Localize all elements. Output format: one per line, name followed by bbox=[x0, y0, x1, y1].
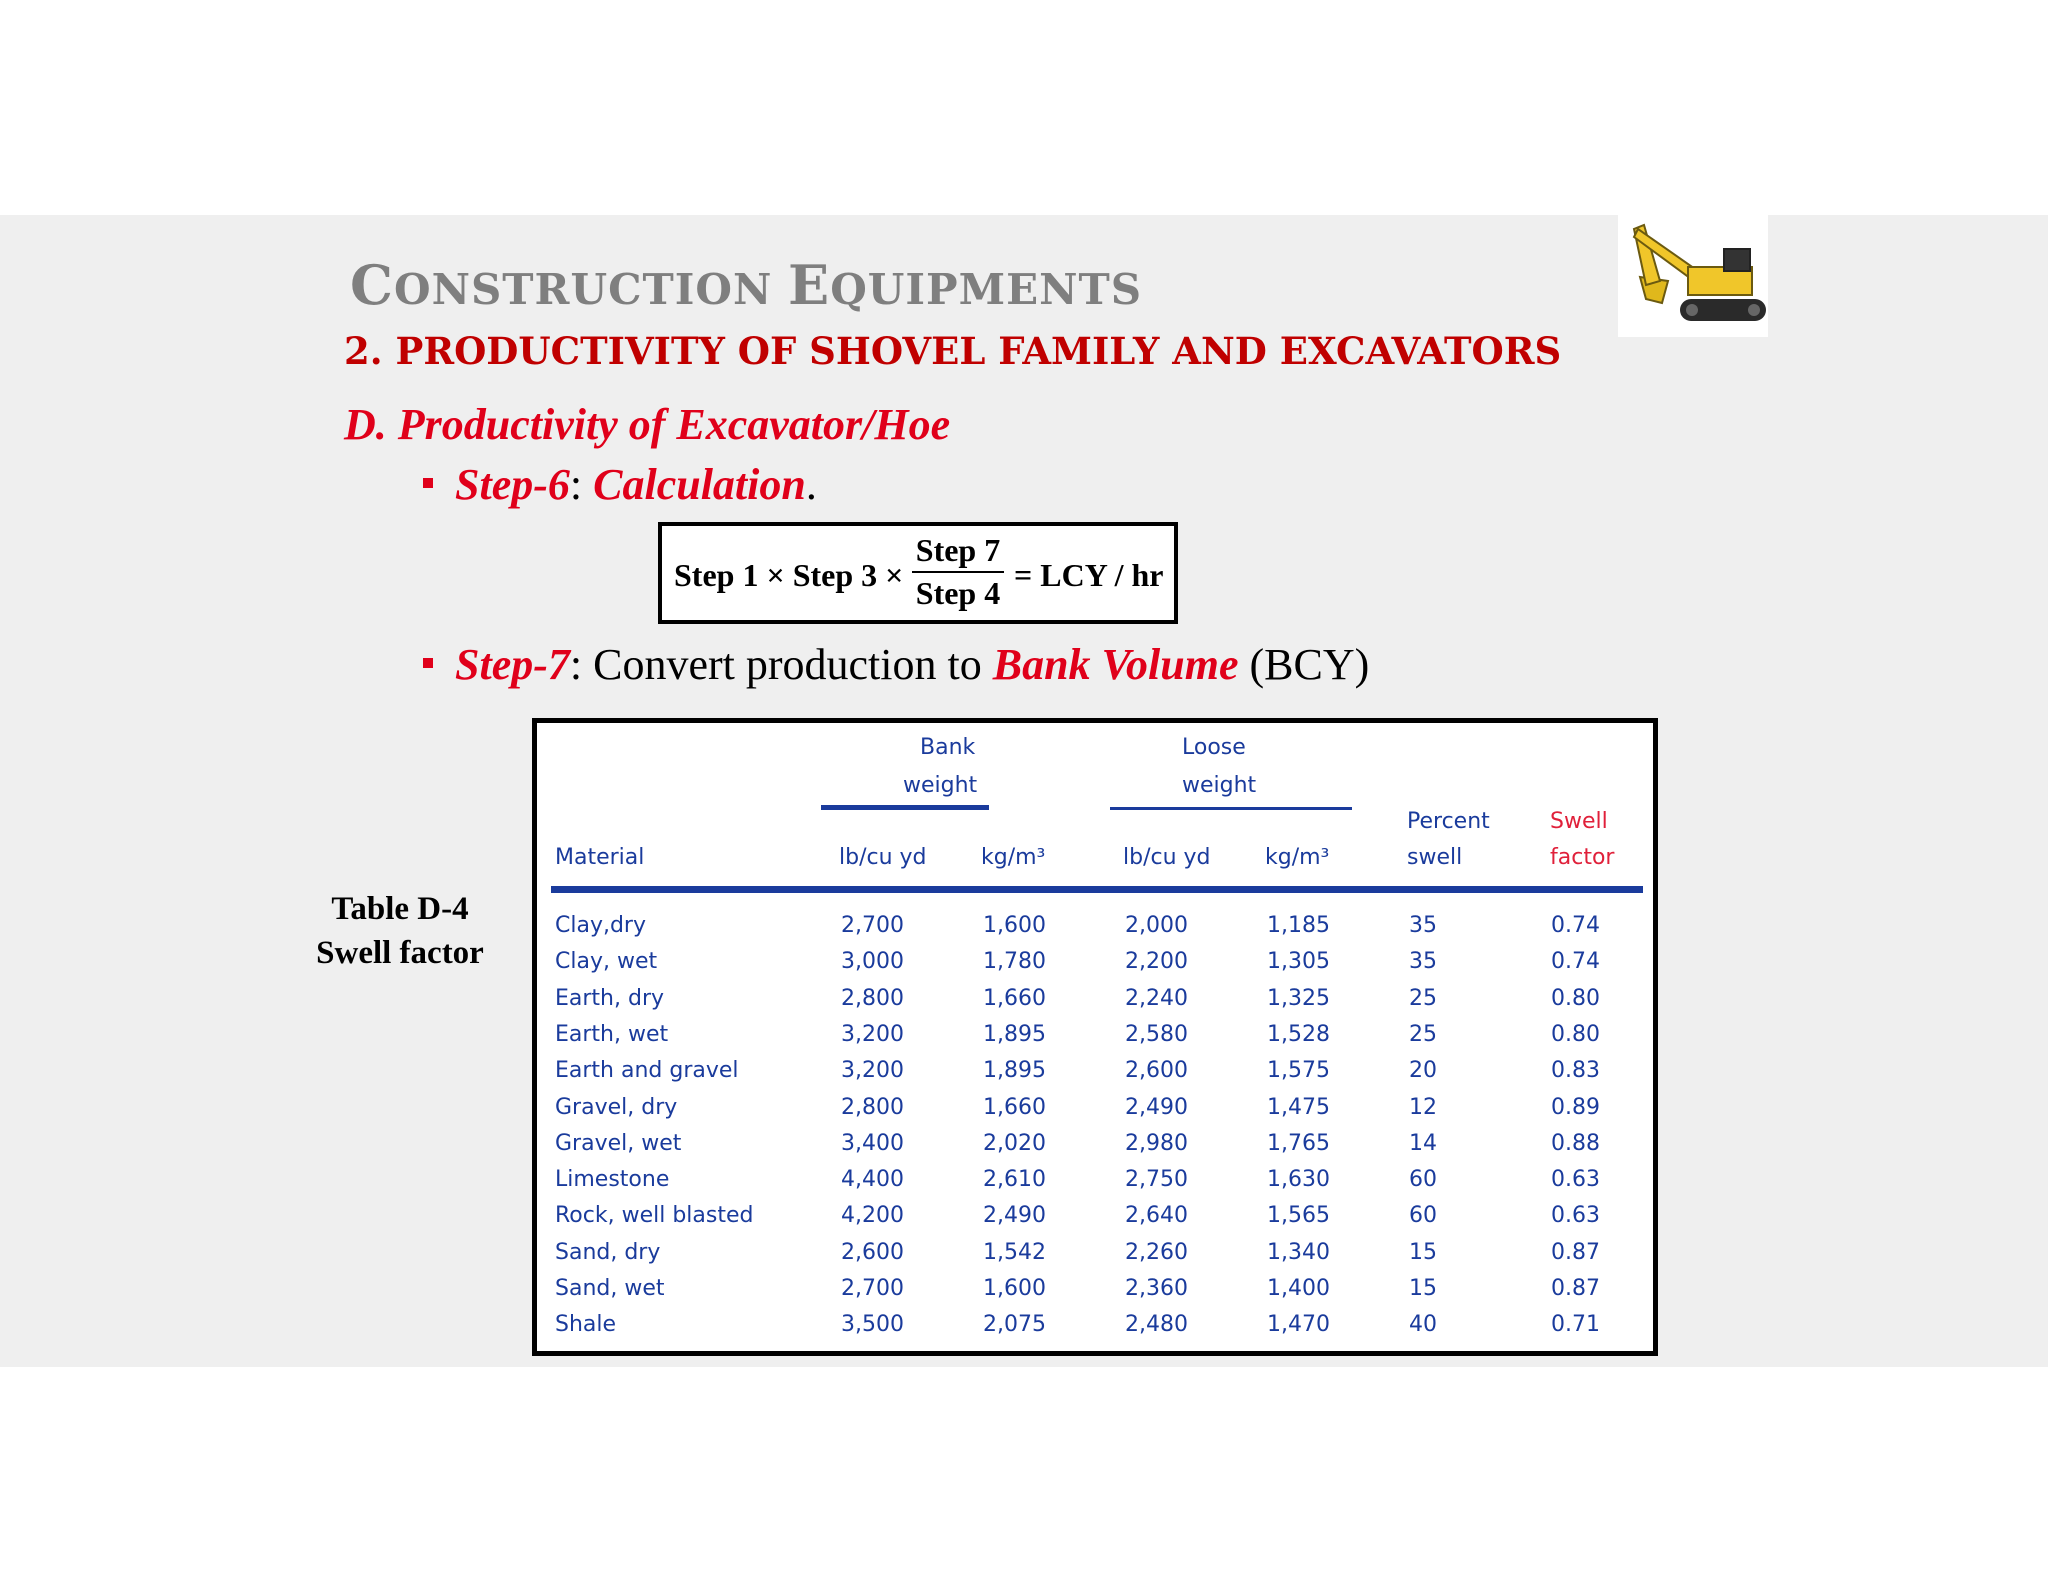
cell-percent-swell: 60 bbox=[1409, 1203, 1437, 1229]
cell-loose-kg: 1,325 bbox=[1267, 985, 1330, 1011]
cell-bank-kg: 1,895 bbox=[983, 1021, 1046, 1047]
formula-left: Step 1 × Step 3 × bbox=[674, 557, 904, 593]
cell-loose-kg: 1,575 bbox=[1267, 1058, 1330, 1084]
cell-loose-kg: 1,340 bbox=[1267, 1239, 1330, 1265]
cell-loose-kg: 1,400 bbox=[1267, 1276, 1330, 1301]
column-header-bank-kg: kg/m³ bbox=[981, 845, 1046, 870]
cell-bank-kg: 1,542 bbox=[983, 1239, 1046, 1265]
bullet-step-7: Step-7: Convert production to Bank Volume (BCY) bbox=[423, 639, 1369, 690]
percent-header-1: Percent bbox=[1407, 809, 1490, 834]
cell-bank-lb: 2,800 bbox=[841, 985, 904, 1011]
percent-header-2: swell bbox=[1407, 845, 1463, 870]
cell-material: Shale bbox=[555, 1312, 617, 1338]
cell-material: Rock, well blasted bbox=[555, 1203, 754, 1229]
cell-swell-factor: 0.88 bbox=[1551, 1130, 1600, 1156]
cell-bank-lb: 4,200 bbox=[841, 1203, 904, 1229]
cell-material: Clay,dry bbox=[555, 913, 646, 938]
cell-bank-lb: 2,600 bbox=[841, 1239, 904, 1265]
loose-header-1: Loose bbox=[1182, 735, 1246, 760]
table-row bbox=[537, 949, 1653, 979]
cell-material: Gravel, dry bbox=[555, 1094, 678, 1120]
cell-bank-lb: 2,700 bbox=[841, 1276, 904, 1301]
cell-swell-factor: 0.89 bbox=[1551, 1094, 1600, 1120]
cell-percent-swell: 14 bbox=[1409, 1130, 1437, 1156]
cell-loose-lb: 2,260 bbox=[1125, 1239, 1188, 1265]
cell-percent-swell: 40 bbox=[1409, 1312, 1437, 1338]
excavator-icon bbox=[1618, 215, 1768, 337]
table-row bbox=[537, 1312, 1653, 1342]
cell-swell-factor: 0.80 bbox=[1551, 985, 1600, 1011]
bullet-square-icon bbox=[423, 658, 433, 668]
bank-header-2: weight bbox=[903, 773, 978, 798]
cell-loose-kg: 1,528 bbox=[1267, 1021, 1330, 1047]
cell-bank-lb: 2,800 bbox=[841, 1094, 904, 1120]
cell-percent-swell: 60 bbox=[1409, 1167, 1437, 1193]
cell-bank-kg: 2,610 bbox=[983, 1167, 1046, 1193]
cell-material: Clay, wet bbox=[555, 949, 658, 975]
table-row bbox=[537, 1095, 1653, 1125]
cell-bank-kg: 1,660 bbox=[983, 985, 1046, 1011]
cell-bank-kg: 2,075 bbox=[983, 1312, 1046, 1338]
table-row bbox=[537, 913, 1653, 943]
swell-factor-header-2: factor bbox=[1550, 845, 1615, 870]
cell-bank-lb: 3,400 bbox=[841, 1130, 904, 1156]
cell-percent-swell: 25 bbox=[1409, 985, 1437, 1011]
table-row bbox=[537, 986, 1653, 1016]
cell-bank-kg: 1,660 bbox=[983, 1094, 1046, 1120]
cell-swell-factor: 0.80 bbox=[1551, 1021, 1600, 1047]
cell-swell-factor: 0.87 bbox=[1551, 1276, 1600, 1301]
table-row bbox=[537, 1167, 1653, 1197]
cell-loose-lb: 2,600 bbox=[1125, 1058, 1188, 1084]
cell-loose-kg: 1,765 bbox=[1267, 1130, 1330, 1156]
table-caption-line2: Swell factor bbox=[316, 935, 484, 971]
table-row bbox=[537, 1240, 1653, 1270]
formula-denominator: Step 4 bbox=[915, 575, 1001, 611]
cell-material: Sand, wet bbox=[555, 1276, 665, 1301]
cell-bank-kg: 1,600 bbox=[983, 1276, 1046, 1301]
cell-percent-swell: 15 bbox=[1409, 1239, 1437, 1265]
table-row bbox=[537, 1203, 1653, 1233]
cell-loose-lb: 2,750 bbox=[1125, 1167, 1188, 1193]
cell-swell-factor: 0.74 bbox=[1551, 949, 1600, 975]
cell-loose-kg: 1,470 bbox=[1267, 1312, 1330, 1338]
cell-swell-factor: 0.63 bbox=[1551, 1203, 1600, 1229]
column-header-bank-lb: lb/cu yd bbox=[839, 845, 927, 870]
cell-bank-kg: 2,020 bbox=[983, 1130, 1046, 1156]
cell-loose-lb: 2,580 bbox=[1125, 1021, 1188, 1047]
cell-bank-lb: 2,700 bbox=[841, 913, 904, 938]
cell-bank-kg: 1,600 bbox=[983, 913, 1046, 938]
cell-loose-lb: 2,490 bbox=[1125, 1094, 1188, 1120]
cell-material: Sand, dry bbox=[555, 1239, 661, 1265]
cell-material: Gravel, wet bbox=[555, 1130, 682, 1156]
cell-loose-kg: 1,305 bbox=[1267, 949, 1330, 975]
cell-loose-kg: 1,475 bbox=[1267, 1094, 1330, 1120]
loose-rule bbox=[1110, 807, 1352, 810]
cell-loose-lb: 2,200 bbox=[1125, 949, 1188, 975]
page-title: CONSTRUCTION EQUIPMENTS bbox=[350, 253, 1143, 317]
cell-percent-swell: 20 bbox=[1409, 1058, 1437, 1084]
cell-bank-lb: 3,200 bbox=[841, 1058, 904, 1084]
bank-header-1: Bank bbox=[920, 735, 976, 760]
cell-bank-lb: 3,500 bbox=[841, 1312, 904, 1338]
cell-bank-lb: 3,200 bbox=[841, 1021, 904, 1047]
cell-loose-kg: 1,185 bbox=[1267, 913, 1330, 938]
cell-material: Earth, dry bbox=[555, 985, 665, 1011]
cell-swell-factor: 0.63 bbox=[1551, 1167, 1600, 1193]
cell-material: Limestone bbox=[555, 1167, 670, 1193]
column-header-material: Material bbox=[555, 845, 645, 870]
bullet-square-icon bbox=[423, 478, 433, 488]
formula-fraction bbox=[912, 532, 1004, 612]
table-row bbox=[537, 1058, 1653, 1088]
cell-bank-kg: 2,490 bbox=[983, 1203, 1046, 1229]
cell-loose-lb: 2,640 bbox=[1125, 1203, 1188, 1229]
cell-percent-swell: 12 bbox=[1409, 1094, 1437, 1120]
subtitle: 2. PRODUCTIVITY OF SHOVEL FAMILY AND EXCAVATORS bbox=[344, 329, 1562, 373]
table-row bbox=[537, 1022, 1653, 1052]
cell-loose-lb: 2,000 bbox=[1125, 913, 1188, 938]
bullet-step-6: Step-6: Calculation. bbox=[423, 459, 817, 510]
column-header-loose-lb: lb/cu yd bbox=[1123, 845, 1211, 870]
cell-percent-swell: 25 bbox=[1409, 1021, 1437, 1047]
table-row bbox=[537, 1276, 1653, 1306]
cell-bank-lb: 4,400 bbox=[841, 1167, 904, 1193]
table-row bbox=[537, 1131, 1653, 1161]
cell-loose-lb: 2,240 bbox=[1125, 985, 1188, 1011]
cell-swell-factor: 0.83 bbox=[1551, 1058, 1600, 1084]
cell-bank-kg: 1,895 bbox=[983, 1058, 1046, 1084]
cell-swell-factor: 0.71 bbox=[1551, 1312, 1600, 1338]
cell-swell-factor: 0.74 bbox=[1551, 913, 1600, 938]
cell-percent-swell: 35 bbox=[1409, 913, 1437, 938]
cell-percent-swell: 15 bbox=[1409, 1276, 1437, 1301]
cell-loose-kg: 1,565 bbox=[1267, 1203, 1330, 1229]
table-caption bbox=[300, 887, 500, 975]
header-rule bbox=[551, 886, 1643, 893]
formula-numerator: Step 7 bbox=[912, 532, 1004, 573]
cell-swell-factor: 0.87 bbox=[1551, 1239, 1600, 1265]
table-caption-line1: Table D-4 bbox=[331, 891, 469, 927]
cell-bank-lb: 3,000 bbox=[841, 949, 904, 975]
column-header-loose-kg: kg/m³ bbox=[1265, 845, 1330, 870]
formula-box bbox=[658, 522, 1178, 624]
bank-rule bbox=[821, 805, 989, 810]
cell-loose-lb: 2,360 bbox=[1125, 1276, 1188, 1301]
cell-material: Earth, wet bbox=[555, 1021, 669, 1047]
formula-right: = LCY / hr bbox=[1014, 557, 1164, 593]
swell-factor-header-1: Swell bbox=[1550, 809, 1608, 834]
cell-material: Earth and gravel bbox=[555, 1058, 739, 1084]
cell-percent-swell: 35 bbox=[1409, 949, 1437, 975]
cell-loose-kg: 1,630 bbox=[1267, 1167, 1330, 1193]
cell-loose-lb: 2,980 bbox=[1125, 1130, 1188, 1156]
cell-bank-kg: 1,780 bbox=[983, 949, 1046, 975]
loose-header-2: weight bbox=[1182, 773, 1257, 798]
swell-factor-table bbox=[532, 718, 1658, 1356]
slide bbox=[0, 215, 2048, 1367]
section-heading: D. Productivity of Excavator/Hoe bbox=[344, 400, 951, 449]
cell-loose-lb: 2,480 bbox=[1125, 1312, 1188, 1338]
